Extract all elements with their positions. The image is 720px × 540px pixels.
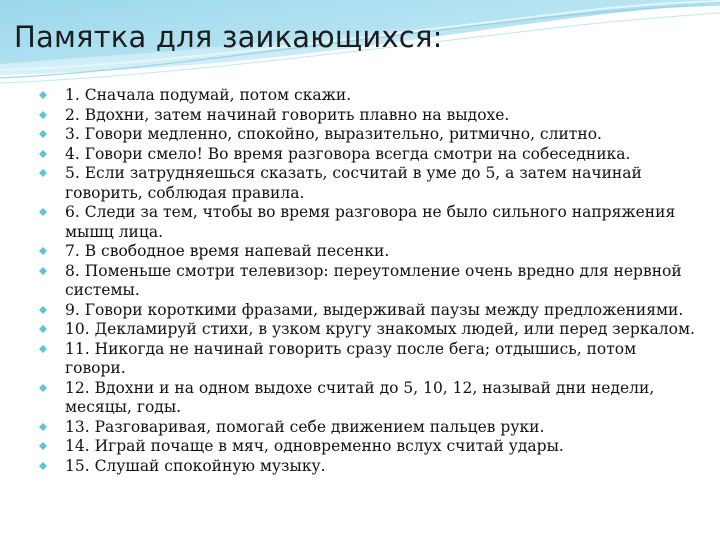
list-item-text: 14. Играй почаще в мяч, одновременно вслух считай удары. — [65, 437, 564, 455]
list-item — [0, 301, 720, 321]
list-item-text: 11. Никогда не начинай говорить сразу после бега; отдышись, потом говори. — [65, 339, 637, 377]
list-item-text: 7. В свободное время напевай песенки. — [65, 242, 390, 260]
list-item — [0, 418, 720, 438]
list-item — [0, 106, 720, 126]
diamond-bullet-icon — [39, 130, 47, 138]
list-item — [0, 379, 720, 418]
list-item — [0, 457, 720, 477]
diamond-bullet-icon — [39, 423, 47, 431]
diamond-bullet-icon — [39, 208, 47, 216]
list-item-text: 6. Следи за тем, чтобы во время разговора не было сильного напряжения мышц лица. — [65, 203, 676, 241]
diamond-bullet-icon — [39, 247, 47, 255]
list-item-text: 2. Вдохни, затем начинай говорить плавно на выдохе. — [65, 105, 510, 124]
list-item-text: 9. Говори короткими фразами, выдерживай паузы между предложениями. — [65, 300, 684, 319]
list-item — [0, 203, 720, 242]
list-item-text: 3. Говори медленно, спокойно, выразительно, ритмично, слитно. — [65, 125, 602, 143]
list-item — [0, 320, 720, 340]
list-item — [0, 437, 720, 457]
list-item-text: 15. Слушай спокойную музыку. — [65, 456, 326, 475]
slide-title: Памятка для заикающихся: — [14, 20, 443, 54]
diamond-bullet-icon — [39, 384, 47, 392]
list-item-text: 13. Разговаривая, помогай себе движением пальцев руки. — [65, 417, 545, 436]
list-item-text: 10. Декламируй стихи, в узком кругу знакомых людей, или перед зеркалом. — [65, 320, 695, 338]
diamond-bullet-icon — [39, 91, 47, 99]
diamond-bullet-icon — [39, 442, 47, 450]
list-item — [0, 164, 720, 203]
list-item — [0, 86, 720, 106]
list-item-text: 5. Если затрудняешься сказать, сосчитай в уме до 5, а затем начинай говорить, соблюдая правила. — [65, 164, 642, 202]
list-item — [0, 262, 720, 301]
diamond-bullet-icon — [39, 325, 47, 333]
list-item-text: 1. Сначала подумай, потом скажи. — [65, 86, 352, 104]
list-item-text: 4. Говори смело! Во время разговора всегда смотри на собеседника. — [65, 144, 631, 163]
list-item — [0, 242, 720, 262]
diamond-bullet-icon — [39, 150, 47, 158]
diamond-bullet-icon — [39, 267, 47, 275]
list-item — [0, 340, 720, 379]
diamond-bullet-icon — [39, 306, 47, 314]
list-item — [0, 125, 720, 145]
memo-list — [0, 86, 720, 476]
list-item — [0, 145, 720, 165]
diamond-bullet-icon — [39, 169, 47, 177]
diamond-bullet-icon — [39, 111, 47, 119]
diamond-bullet-icon — [39, 345, 47, 353]
list-item-text: 12. Вдохни и на одном выдохе считай до 5, 10, 12, называй дни недели, месяцы, годы. — [65, 378, 655, 416]
list-item-text: 8. Поменьше смотри телевизор: переутомление очень вредно для нервной системы. — [65, 261, 682, 299]
diamond-bullet-icon — [39, 462, 47, 470]
